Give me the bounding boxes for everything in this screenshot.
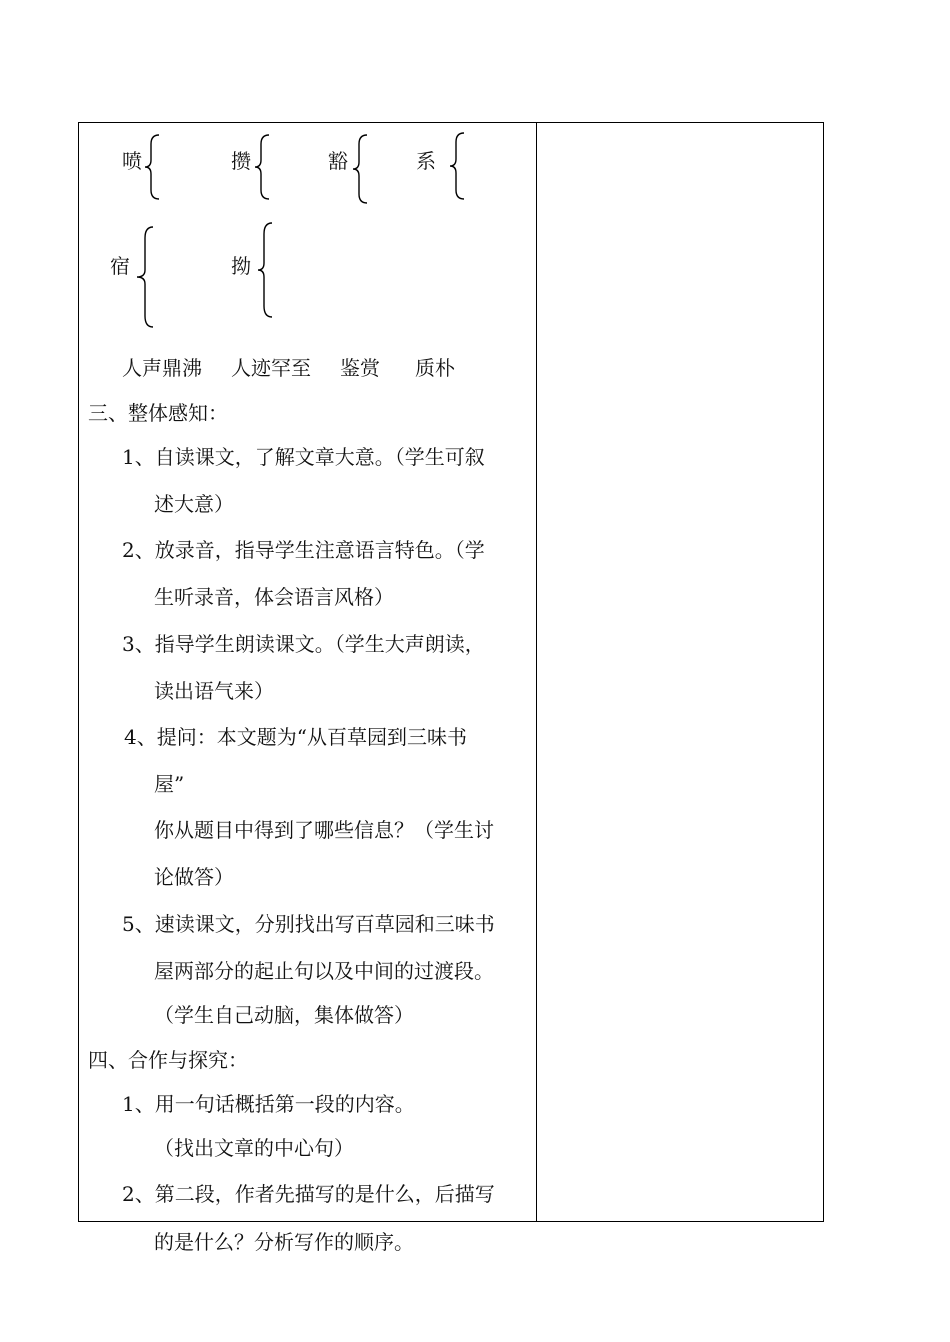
vocab-word: 鉴赏 [340, 356, 380, 380]
polyphone-char: 宿 [110, 254, 130, 278]
vocab-word: 质朴 [415, 356, 455, 380]
polyphone-char: 攒 [231, 149, 251, 173]
brace-icon [449, 132, 467, 200]
text-line: 3、指导学生朗读课文。（学生大声朗读， [122, 632, 485, 656]
text-line: （学生自己动脑，集体做答） [154, 1003, 414, 1027]
brace-icon [352, 134, 370, 204]
text-line: 屋两部分的起止句以及中间的过渡段。 [154, 959, 494, 983]
brace-icon [144, 134, 162, 200]
text-line: 生听录音，体会语言风格） [154, 585, 394, 609]
section-heading: 四、合作与探究： [88, 1048, 248, 1072]
polyphone-char: 拗 [231, 254, 251, 278]
text-line: 你从题目中得到了哪些信息？（学生讨 [154, 818, 494, 842]
text-line: 1、自读课文，了解文章大意。（学生可叙 [122, 445, 485, 469]
text-line: 4、提问：本文题为“从百草园到三味书 [124, 725, 467, 749]
brace-icon [257, 222, 275, 318]
brace-icon [254, 134, 272, 200]
vocab-word: 人迹罕至 [231, 356, 311, 380]
column-divider [536, 123, 537, 1221]
vocab-word: 人声鼎沸 [122, 356, 202, 380]
polyphone-char: 系 [416, 149, 436, 173]
text-line: 述大意） [154, 492, 234, 516]
brace-icon [136, 226, 156, 328]
section-heading: 三、整体感知： [88, 401, 228, 425]
text-line: 5、速读课文，分别找出写百草园和三味书 [122, 912, 495, 936]
polyphone-char: 豁 [328, 149, 348, 173]
text-line: 读出语气来） [154, 679, 274, 703]
text-line: 的是什么？分析写作的顺序。 [154, 1230, 414, 1254]
text-line: （找出文章的中心句） [154, 1136, 354, 1160]
text-line: 论做答） [154, 865, 234, 889]
text-line: 1、用一句话概括第一段的内容。 [122, 1092, 415, 1116]
text-line: 屋” [154, 772, 185, 796]
text-line: 2、第二段，作者先描写的是什么，后描写 [122, 1182, 495, 1206]
polyphone-char: 喷 [122, 149, 142, 173]
text-line: 2、放录音，指导学生注意语言特色。（学 [122, 538, 485, 562]
